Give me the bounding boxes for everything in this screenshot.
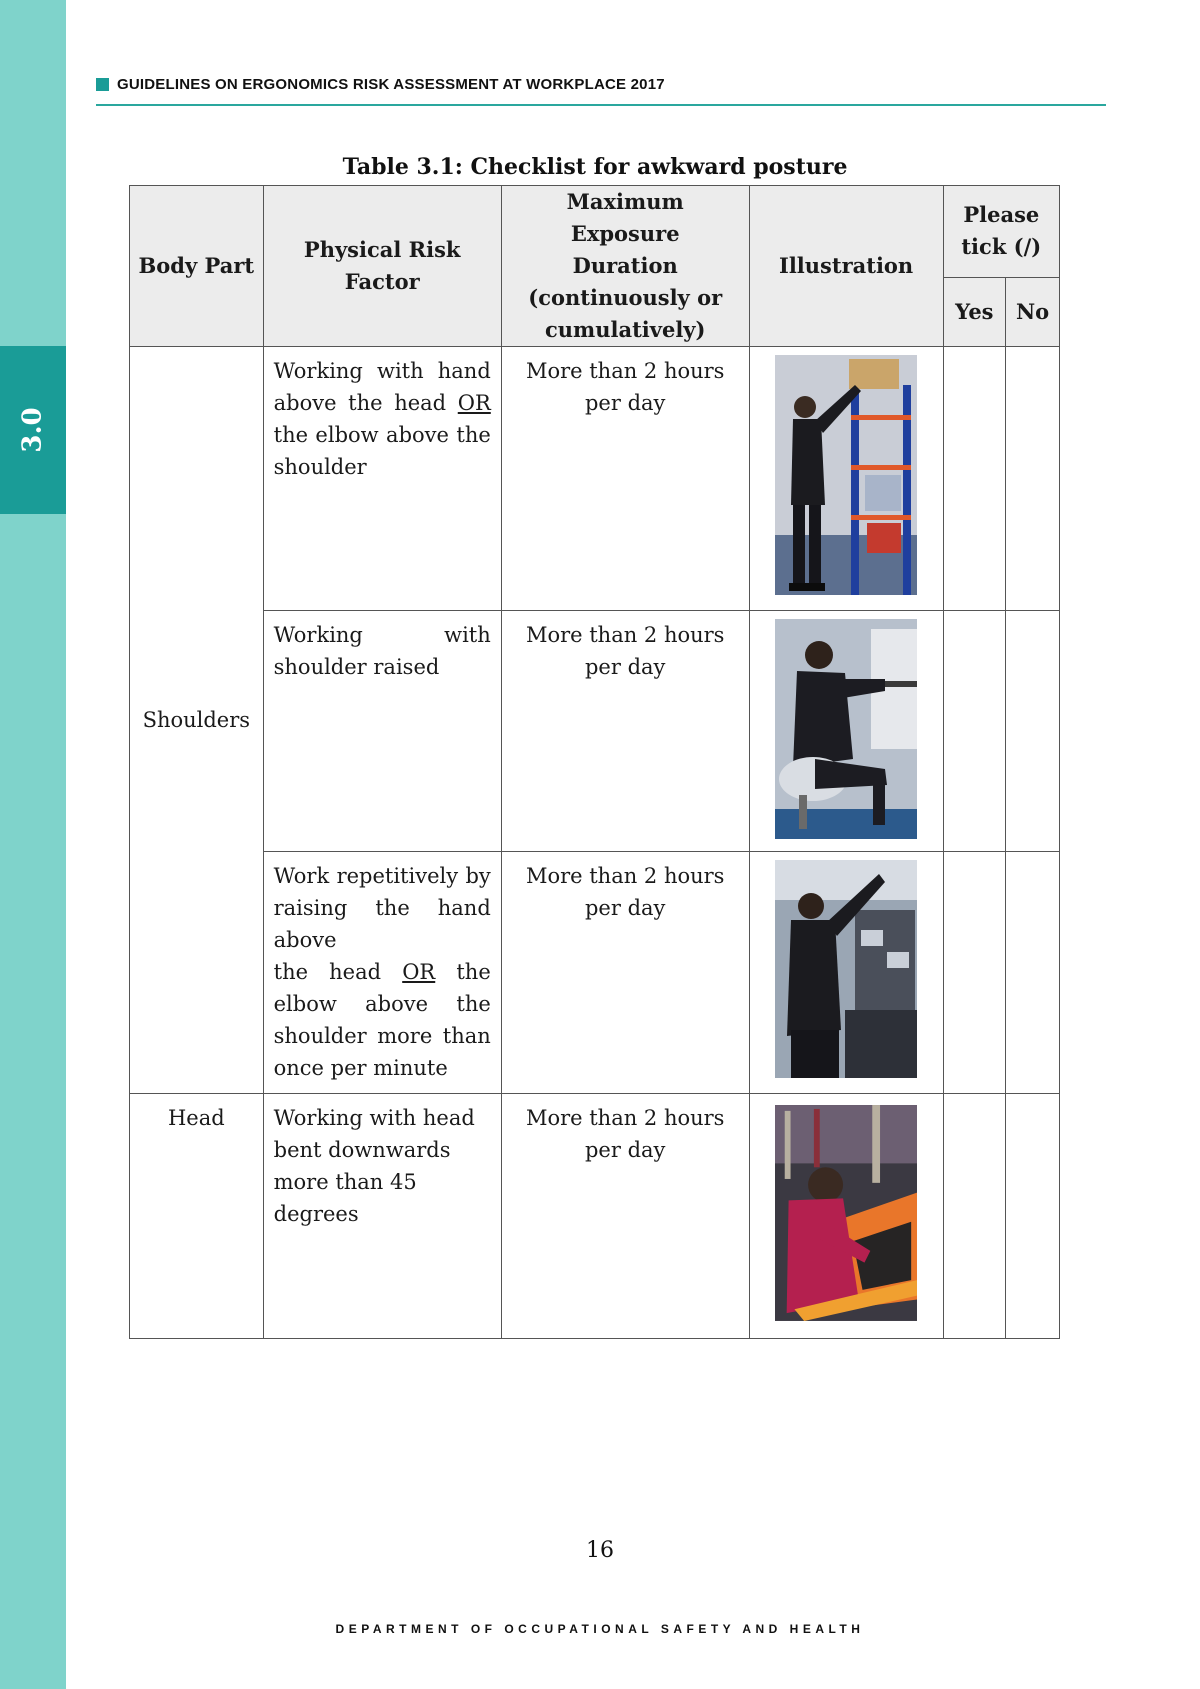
tick-yes-cell[interactable]: [943, 347, 1006, 611]
tick-no-cell[interactable]: [1006, 1094, 1060, 1339]
side-color-strip: [0, 0, 66, 1689]
tick-no-cell[interactable]: [1006, 852, 1060, 1094]
illustration-cell: [749, 1094, 943, 1339]
tick-no-cell[interactable]: [1006, 347, 1060, 611]
risk-factor-cell: Working with head bent downwards more than 45 degrees: [263, 1094, 501, 1339]
tick-no-cell[interactable]: [1006, 611, 1060, 852]
illustration-cell: [749, 347, 943, 611]
header-yes: Yes: [943, 277, 1006, 346]
header-illustration: Illustration: [749, 186, 943, 347]
table-row: [130, 852, 1060, 1094]
risk-factor-cell: Work repetitively by raising the hand above the head OR the elbow above the shoulder more than once per minute: [263, 852, 501, 1094]
worker-seated-reaching-illustration: [775, 619, 917, 839]
risk-factor-cell: Working with hand above the head OR the elbow above the shoulder: [263, 347, 501, 611]
body-part-head: Head: [130, 1094, 264, 1339]
header-title: GUIDELINES ON ERGONOMICS RISK ASSESSMENT AT WORKPLACE 2017: [117, 76, 665, 93]
header-row: [130, 186, 1060, 278]
body-part-shoulders: Shoulders: [130, 347, 264, 1094]
header-square-icon: [96, 78, 109, 91]
header-max-exposure-duration: Maximum Exposure Duration (continuously or cumulatively): [501, 186, 749, 347]
worker-reaching-shelf-illustration: [775, 355, 917, 595]
awkward-posture-checklist-table: [129, 185, 1060, 1339]
illustration-cell: [749, 611, 943, 852]
page-number: 16: [586, 1538, 614, 1563]
table-caption: Table 3.1: Checklist for awkward posture: [342, 154, 848, 180]
table-row: [130, 347, 1060, 611]
tick-yes-cell[interactable]: [943, 852, 1006, 1094]
header-physical-risk-factor: Physical Risk Factor: [263, 186, 501, 347]
chapter-tab: [0, 346, 66, 514]
tick-yes-cell[interactable]: [943, 1094, 1006, 1339]
header-no: No: [1006, 277, 1060, 346]
table-row: [130, 611, 1060, 852]
duration-cell: More than 2 hours per day: [501, 1094, 749, 1339]
header-please-tick: Please tick (/): [943, 186, 1059, 278]
duration-cell: More than 2 hours per day: [501, 347, 749, 611]
chapter-tab-label: 3.0: [17, 407, 48, 453]
duration-cell: More than 2 hours per day: [501, 611, 749, 852]
header-body-part: Body Part: [130, 186, 264, 347]
page-footer: DEPARTMENT OF OCCUPATIONAL SAFETY AND HEALTH: [335, 1622, 865, 1636]
duration-cell: More than 2 hours per day: [501, 852, 749, 1094]
worker-head-bent-illustration: [775, 1102, 917, 1324]
table-row: [130, 1094, 1060, 1339]
risk-factor-cell: Working with shoulder raised: [263, 611, 501, 852]
illustration-cell: [749, 852, 943, 1094]
worker-repetitive-reach-illustration: [775, 860, 917, 1078]
page-header: [96, 76, 1106, 106]
tick-yes-cell[interactable]: [943, 611, 1006, 852]
